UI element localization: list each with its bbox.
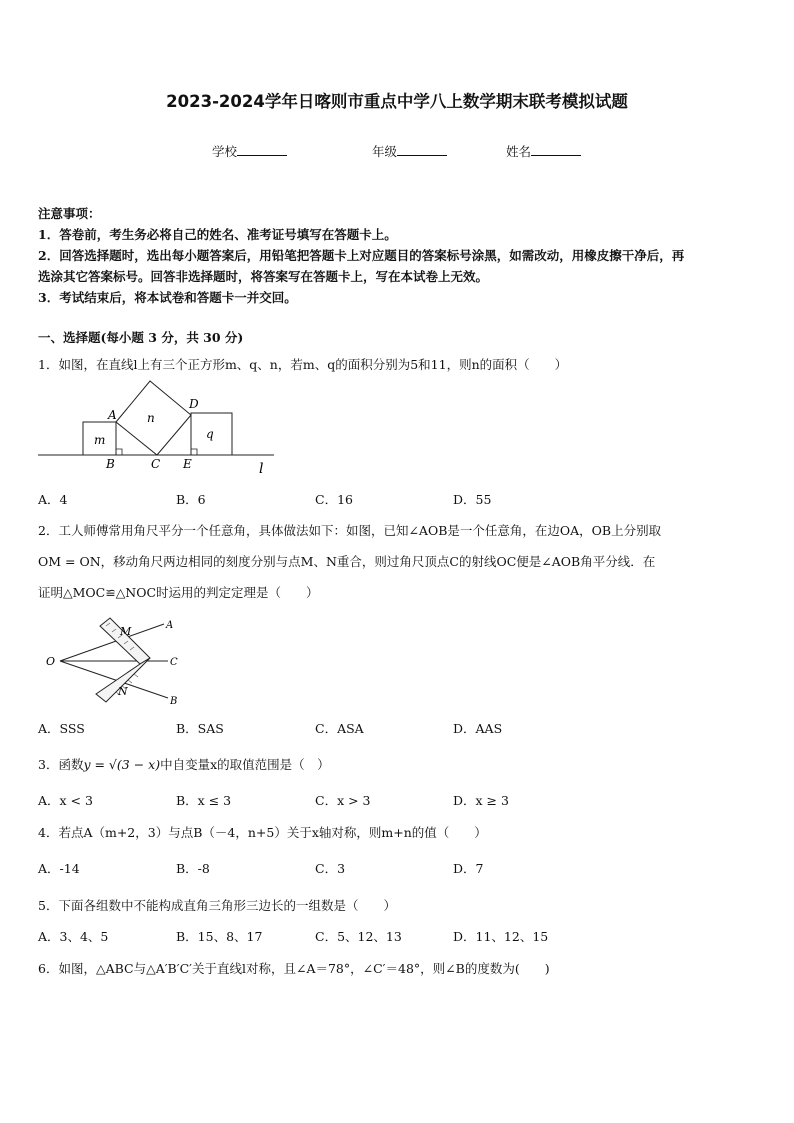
option-d: D．AAS — [453, 721, 503, 736]
option-b: B．6 — [176, 492, 206, 507]
option-c: C．5、12、13 — [315, 929, 402, 944]
square-m-label: m — [94, 433, 106, 447]
school-blank — [237, 143, 287, 156]
option-d: D．55 — [453, 492, 492, 507]
line-l-label: l — [259, 461, 264, 477]
option-b: B．x ≤ 3 — [176, 793, 232, 808]
question-4-text: 4．若点A（m+2，3）与点B（－4，n+5）关于x轴对称，则m+n的值（ ） — [38, 825, 487, 840]
notice-heading: 注意事项： — [38, 206, 101, 221]
notice-item: 3．考试结束后，将本试卷和答题卡一并交回。 — [38, 290, 297, 305]
question-5-text: 5．下面各组数中不能构成直角三角形三边长的一组数是（ ） — [38, 898, 396, 913]
notice-item: 2．回答选择题时，选出每小题答案后，用铅笔把答题卡上对应题目的答案标号涂黑，如需改动，用橡皮擦干净后，再 — [38, 248, 685, 263]
notice-item: 选涂其它答案标号。回答非选择题时，将答案写在答题卡上，写在本试卷上无效。 — [38, 269, 489, 284]
square-q-label: q — [206, 427, 214, 441]
grade-label: 年级 — [372, 144, 398, 159]
option-b: B．-8 — [176, 861, 210, 876]
point-e-label: E — [183, 457, 192, 471]
option-d: D．7 — [453, 861, 484, 876]
question-1-text: 1．如图，在直线l上有三个正方形m、q、n，若m、q的面积分别为5和11，则n的面积（ ） — [38, 357, 568, 372]
point-a-label: A — [108, 408, 117, 422]
option-a: A．3、4、5 — [38, 929, 109, 944]
option-d: D．11、12、15 — [453, 929, 549, 944]
option-a: A．4 — [38, 492, 68, 507]
grade-field — [372, 142, 447, 160]
option-c: C．16 — [315, 492, 353, 507]
question-3-prefix: 3．函数 — [38, 757, 84, 772]
point-d-label: D — [189, 397, 199, 411]
point-a-label: A — [166, 620, 174, 631]
school-label: 学校 — [212, 144, 238, 159]
name-blank — [531, 143, 581, 156]
name-label: 姓名 — [506, 144, 532, 159]
square-n-label: n — [147, 411, 155, 425]
question-2-text: 2．工人师傅常用角尺平分一个任意角，具体做法如下：如图，已知∠AOB是一个任意角，在边OA，OB上分别取 — [38, 523, 662, 538]
point-c-label: C — [151, 457, 161, 471]
option-c: C．3 — [315, 861, 346, 876]
question-2-text: 证明△MOC≌△NOC时运用的判定定理是（ ） — [38, 585, 319, 600]
page-title: 2023-2024学年日喀则市重点中学八上数学期末联考模拟试题 — [166, 92, 628, 111]
point-c-label: C — [170, 657, 178, 668]
question-1-figure — [36, 378, 286, 478]
question-6-text: 6．如图，△ABC与△A′B′C′关于直线l对称，且∠A＝78°，∠C′＝48°，则∠B的度数为( ) — [38, 961, 550, 976]
option-c: C．x > 3 — [315, 793, 371, 808]
question-2-text: OM = ON，移动角尺两边相同的刻度分别与点M、N重合，则过角尺顶点C的射线OC便是∠AOB角平分线．在 — [38, 554, 656, 569]
point-b-label: B — [106, 457, 115, 471]
question-3-suffix: 中自变量x的取值范围是（ ） — [160, 757, 330, 772]
option-d: D．x ≥ 3 — [453, 793, 509, 808]
point-b-label: B — [170, 696, 178, 706]
section-heading: 一、选择题(每小题 3 分，共 30 分) — [38, 330, 244, 345]
option-b: B．SAS — [176, 721, 224, 736]
school-field — [212, 142, 287, 160]
grade-blank — [397, 143, 447, 156]
question-2-figure — [40, 614, 190, 706]
notice-item: 1．答卷前，考生务必将自己的姓名、准考证号填写在答题卡上。 — [38, 227, 397, 242]
question-3-formula: y = √(3 − x) — [83, 757, 161, 772]
point-o-label: O — [46, 655, 56, 668]
option-a: A．SSS — [38, 721, 85, 736]
option-c: C．ASA — [315, 721, 364, 736]
option-a: A．x < 3 — [38, 793, 93, 808]
name-field — [506, 142, 581, 160]
option-b: B．15、8、17 — [176, 929, 263, 944]
question-3-text — [38, 755, 330, 773]
point-n-label: N — [118, 685, 128, 698]
point-m-label: M — [120, 625, 132, 638]
option-a: A．-14 — [38, 861, 80, 876]
